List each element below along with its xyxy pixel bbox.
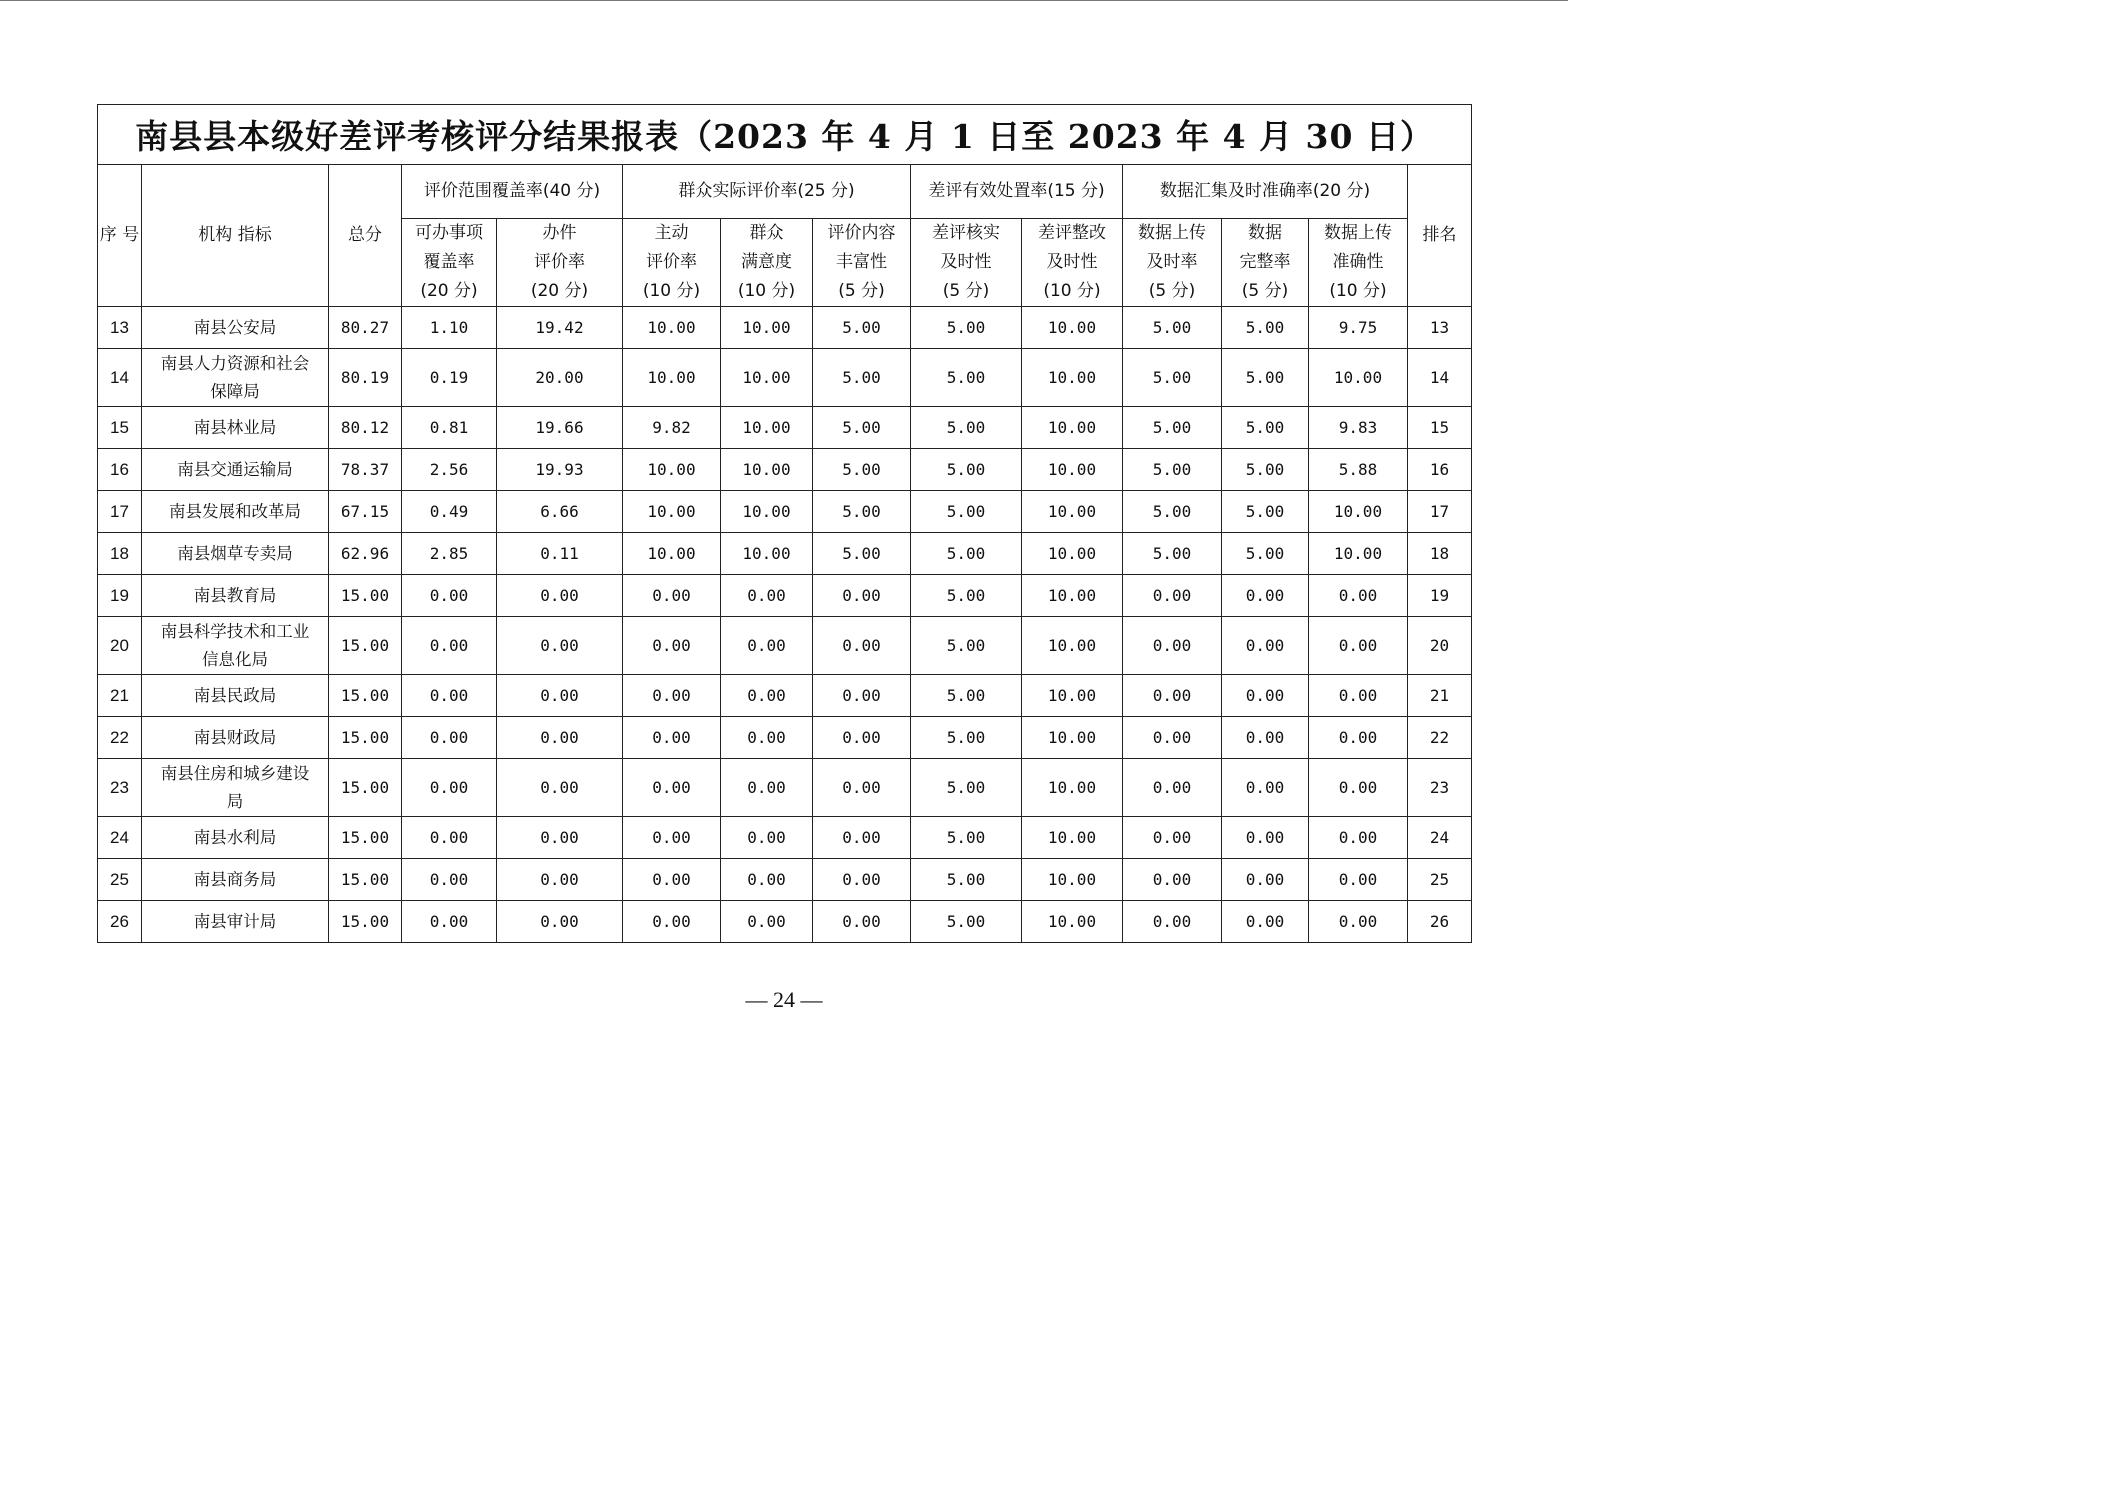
row-score: 10.00 — [721, 533, 813, 575]
table-row — [98, 491, 1472, 533]
row-score: 0.00 — [813, 675, 911, 717]
row-score: 0.00 — [1309, 817, 1408, 859]
row-rank: 24 — [1408, 817, 1472, 859]
row-score: 5.00 — [911, 817, 1022, 859]
row-org-name — [142, 307, 329, 349]
row-score: 19.93 — [497, 449, 623, 491]
row-total: 80.12 — [329, 407, 402, 449]
row-score: 0.00 — [1123, 901, 1222, 943]
row-score: 0.00 — [721, 717, 813, 759]
row-score: 10.00 — [1022, 491, 1123, 533]
row-org-name — [142, 675, 329, 717]
sub-header-line: 及时率 — [1146, 252, 1198, 272]
row-score: 10.00 — [1022, 859, 1123, 901]
row-rank: 19 — [1408, 575, 1472, 617]
row-score: 0.00 — [497, 859, 623, 901]
row-score: 5.00 — [813, 349, 911, 407]
row-score: 0.00 — [497, 901, 623, 943]
row-rank: 16 — [1408, 449, 1472, 491]
row-rank: 18 — [1408, 533, 1472, 575]
row-score: 10.00 — [1309, 533, 1408, 575]
sub-header-line: (20 分) — [420, 281, 478, 301]
row-total: 15.00 — [329, 817, 402, 859]
row-rank: 14 — [1408, 349, 1472, 407]
row-score: 0.00 — [1222, 675, 1309, 717]
header-total: 总分 — [329, 165, 402, 307]
row-total: 67.15 — [329, 491, 402, 533]
row-rank: 20 — [1408, 617, 1472, 675]
row-total: 15.00 — [329, 759, 402, 817]
sub-header-line: (10 分) — [642, 281, 701, 301]
row-score: 0.00 — [623, 759, 721, 817]
row-score: 10.00 — [721, 449, 813, 491]
row-score: 5.00 — [813, 307, 911, 349]
row-score: 10.00 — [1022, 617, 1123, 675]
row-score: 1.10 — [402, 307, 497, 349]
org-name-line: 南县科学技术和工业 — [160, 621, 310, 641]
row-score: 5.00 — [1123, 491, 1222, 533]
table-row — [98, 449, 1472, 491]
page-top-edge — [0, 0, 1568, 1]
sub-header-line: 主动 — [654, 223, 689, 243]
sub-header-line: (5 分) — [838, 281, 885, 301]
row-score: 0.00 — [1222, 859, 1309, 901]
row-org-name — [142, 407, 329, 449]
row-score: 10.00 — [1309, 349, 1408, 407]
row-score: 0.00 — [721, 617, 813, 675]
org-name-line: 南县交通运输局 — [177, 459, 293, 479]
table-row — [98, 901, 1472, 943]
sub-header-cell — [623, 219, 721, 307]
row-score: 0.00 — [813, 901, 911, 943]
row-score: 10.00 — [623, 307, 721, 349]
row-org-name — [142, 349, 329, 407]
row-seq: 21 — [98, 675, 142, 717]
row-rank: 26 — [1408, 901, 1472, 943]
row-score: 10.00 — [721, 349, 813, 407]
row-total: 80.19 — [329, 349, 402, 407]
org-name-line: 南县财政局 — [193, 727, 277, 747]
row-score: 9.83 — [1309, 407, 1408, 449]
row-score: 19.42 — [497, 307, 623, 349]
row-score: 0.00 — [623, 617, 721, 675]
row-score: 0.00 — [1222, 617, 1309, 675]
row-total: 78.37 — [329, 449, 402, 491]
sub-header-line: (20 分) — [530, 281, 589, 301]
row-score: 0.00 — [1309, 717, 1408, 759]
row-seq: 15 — [98, 407, 142, 449]
row-seq: 14 — [98, 349, 142, 407]
row-score: 5.00 — [911, 717, 1022, 759]
sub-header-cell — [1123, 219, 1222, 307]
sub-header-cell — [402, 219, 497, 307]
sub-header-line: 差评核实 — [932, 223, 1000, 243]
table-row — [98, 533, 1472, 575]
row-score: 10.00 — [1022, 307, 1123, 349]
sub-header-line: 群众 — [749, 223, 784, 243]
row-score: 10.00 — [1022, 759, 1123, 817]
sub-header-line: 覆盖率 — [423, 252, 475, 272]
sub-header-cell — [911, 219, 1022, 307]
row-score: 0.00 — [813, 859, 911, 901]
header-seq-line: 序 — [99, 225, 117, 245]
row-score: 5.00 — [1222, 491, 1309, 533]
header-group-data: 数据汇集及时准确率(20 分) — [1123, 165, 1408, 219]
row-rank: 25 — [1408, 859, 1472, 901]
row-score: 0.00 — [623, 859, 721, 901]
row-score: 10.00 — [1022, 901, 1123, 943]
row-score: 0.00 — [402, 717, 497, 759]
row-score: 10.00 — [623, 449, 721, 491]
org-name-line: 南县教育局 — [193, 585, 277, 605]
row-score: 0.49 — [402, 491, 497, 533]
row-score: 5.00 — [911, 617, 1022, 675]
row-score: 5.00 — [911, 349, 1022, 407]
row-score: 0.00 — [1309, 617, 1408, 675]
row-score: 20.00 — [497, 349, 623, 407]
row-score: 0.00 — [1309, 759, 1408, 817]
row-score: 0.00 — [497, 717, 623, 759]
row-score: 0.00 — [402, 859, 497, 901]
table-row — [98, 617, 1472, 675]
row-score: 0.00 — [721, 759, 813, 817]
row-score: 0.00 — [721, 675, 813, 717]
row-score: 10.00 — [1022, 817, 1123, 859]
row-org-name — [142, 759, 329, 817]
sub-header-line: 数据上传 — [1324, 223, 1392, 243]
row-score: 0.00 — [721, 817, 813, 859]
header-seq-line: 号 — [122, 225, 140, 245]
row-score: 0.00 — [1309, 575, 1408, 617]
row-score: 0.00 — [402, 675, 497, 717]
row-seq: 22 — [98, 717, 142, 759]
row-score: 0.00 — [623, 717, 721, 759]
sub-header-line: (10 分) — [1329, 281, 1387, 301]
org-name-line: 南县住房和城乡建设 — [160, 763, 310, 783]
org-name-line: 保障局 — [210, 381, 260, 401]
org-name-line: 局 — [226, 791, 244, 811]
row-score: 5.00 — [911, 575, 1022, 617]
row-score: 0.00 — [1123, 717, 1222, 759]
row-score: 0.00 — [1123, 859, 1222, 901]
row-score: 5.88 — [1309, 449, 1408, 491]
row-rank: 15 — [1408, 407, 1472, 449]
org-name-line: 南县水利局 — [193, 827, 277, 847]
row-score: 5.00 — [813, 449, 911, 491]
row-seq: 20 — [98, 617, 142, 675]
row-score: 0.00 — [1309, 901, 1408, 943]
report-title: 南县县本级好差评考核评分结果报表（2023 年 4 月 1 日至 2023 年 4 月 30 日） — [98, 105, 1472, 165]
org-name-line: 南县发展和改革局 — [169, 501, 301, 521]
org-name-line: 南县林业局 — [193, 417, 277, 437]
sub-header-line: 丰富性 — [836, 252, 887, 272]
row-seq: 25 — [98, 859, 142, 901]
row-org-name — [142, 575, 329, 617]
table-row — [98, 349, 1472, 407]
table-row — [98, 307, 1472, 349]
org-name-line: 南县公安局 — [193, 317, 277, 337]
org-name-line: 南县民政局 — [193, 685, 277, 705]
row-seq: 18 — [98, 533, 142, 575]
row-score: 5.00 — [911, 675, 1022, 717]
sub-header-line: 评价率 — [646, 252, 697, 272]
sub-header-line: (10 分) — [737, 281, 796, 301]
row-score: 5.00 — [1123, 449, 1222, 491]
row-score: 5.00 — [911, 449, 1022, 491]
sub-header-line: 评价内容 — [827, 223, 896, 243]
row-score: 5.00 — [911, 407, 1022, 449]
header-rank: 排名 — [1408, 165, 1472, 307]
sub-header-cell — [1222, 219, 1309, 307]
row-score: 0.00 — [1309, 859, 1408, 901]
row-score: 10.00 — [623, 491, 721, 533]
table-row — [98, 407, 1472, 449]
row-score: 10.00 — [721, 407, 813, 449]
row-org-name — [142, 717, 329, 759]
row-score: 0.00 — [1222, 901, 1309, 943]
row-score: 0.81 — [402, 407, 497, 449]
row-score: 0.00 — [1123, 817, 1222, 859]
row-score: 19.66 — [497, 407, 623, 449]
row-score: 10.00 — [721, 491, 813, 533]
row-score: 5.00 — [1123, 533, 1222, 575]
header-group-evaluation: 群众实际评价率(25 分) — [623, 165, 911, 219]
row-score: 5.00 — [911, 901, 1022, 943]
row-score: 10.00 — [1022, 407, 1123, 449]
row-org-name — [142, 817, 329, 859]
row-score: 0.00 — [497, 817, 623, 859]
row-score: 0.00 — [1123, 675, 1222, 717]
row-score: 0.00 — [402, 617, 497, 675]
row-score: 10.00 — [1022, 575, 1123, 617]
row-score: 0.00 — [1222, 817, 1309, 859]
row-score: 5.00 — [911, 859, 1022, 901]
row-total: 15.00 — [329, 717, 402, 759]
row-score: 9.75 — [1309, 307, 1408, 349]
row-total: 15.00 — [329, 617, 402, 675]
sub-header-line: 完整率 — [1239, 252, 1291, 272]
row-score: 10.00 — [623, 349, 721, 407]
sub-header-line: 办件 — [542, 223, 577, 243]
sub-header-line: 准确性 — [1332, 252, 1384, 272]
org-name-line: 南县人力资源和社会 — [160, 353, 310, 373]
sub-header-line: 数据 — [1248, 223, 1282, 243]
row-score: 0.00 — [1309, 675, 1408, 717]
row-score: 0.00 — [402, 901, 497, 943]
row-rank: 23 — [1408, 759, 1472, 817]
row-seq: 24 — [98, 817, 142, 859]
row-org-name — [142, 859, 329, 901]
row-score: 0.00 — [721, 575, 813, 617]
table-row — [98, 575, 1472, 617]
sub-header-cell — [1022, 219, 1123, 307]
org-name-line: 南县商务局 — [193, 869, 277, 889]
row-rank: 22 — [1408, 717, 1472, 759]
row-org-name — [142, 901, 329, 943]
table-row — [98, 859, 1472, 901]
row-score: 10.00 — [1022, 349, 1123, 407]
row-seq: 13 — [98, 307, 142, 349]
table-row — [98, 817, 1472, 859]
sub-header-line: 评价率 — [534, 252, 585, 272]
row-score: 0.00 — [497, 675, 623, 717]
row-total: 15.00 — [329, 575, 402, 617]
row-total: 15.00 — [329, 901, 402, 943]
row-score: 0.00 — [1123, 617, 1222, 675]
row-score: 6.66 — [497, 491, 623, 533]
row-score: 10.00 — [1022, 675, 1123, 717]
row-score: 0.00 — [402, 759, 497, 817]
header-org-line: 指标 — [237, 225, 272, 245]
sub-header-line: (5 分) — [1241, 281, 1289, 301]
header-group-disposal: 差评有效处置率(15 分) — [911, 165, 1123, 219]
row-score: 5.00 — [1123, 349, 1222, 407]
row-seq: 26 — [98, 901, 142, 943]
row-score: 5.00 — [1222, 533, 1309, 575]
row-score: 5.00 — [911, 307, 1022, 349]
row-score: 5.00 — [1222, 407, 1309, 449]
row-score: 10.00 — [1022, 449, 1123, 491]
row-score: 5.00 — [911, 491, 1022, 533]
sub-header-line: 差评整改 — [1038, 223, 1106, 243]
row-score: 5.00 — [911, 533, 1022, 575]
sub-header-cell — [813, 219, 911, 307]
row-score: 10.00 — [623, 533, 721, 575]
row-total: 62.96 — [329, 533, 402, 575]
row-score: 0.00 — [813, 759, 911, 817]
row-score: 0.19 — [402, 349, 497, 407]
row-score: 0.00 — [623, 575, 721, 617]
row-rank: 21 — [1408, 675, 1472, 717]
sub-header-cell — [721, 219, 813, 307]
row-score: 5.00 — [1123, 407, 1222, 449]
row-seq: 23 — [98, 759, 142, 817]
table-body — [98, 307, 1472, 943]
sub-header-cell — [497, 219, 623, 307]
row-score: 5.00 — [1123, 307, 1222, 349]
sub-header-line: 可办事项 — [415, 223, 483, 243]
table-row — [98, 675, 1472, 717]
sub-header-line: (5 分) — [942, 281, 990, 301]
sub-header-line: 及时性 — [940, 252, 992, 272]
org-name-line: 南县烟草专卖局 — [177, 543, 293, 563]
row-score: 5.00 — [813, 533, 911, 575]
row-score: 0.00 — [497, 575, 623, 617]
row-seq: 19 — [98, 575, 142, 617]
table-row — [98, 717, 1472, 759]
row-score: 0.00 — [623, 817, 721, 859]
row-total: 15.00 — [329, 675, 402, 717]
row-score: 0.00 — [402, 575, 497, 617]
row-org-name — [142, 617, 329, 675]
row-score: 0.00 — [1123, 759, 1222, 817]
row-score: 0.00 — [721, 859, 813, 901]
row-score: 0.00 — [721, 901, 813, 943]
row-score: 0.00 — [813, 817, 911, 859]
row-score: 0.11 — [497, 533, 623, 575]
row-score: 10.00 — [1022, 717, 1123, 759]
row-score: 0.00 — [1222, 575, 1309, 617]
row-score: 0.00 — [497, 759, 623, 817]
table-row — [98, 759, 1472, 817]
header-group-coverage: 评价范围覆盖率(40 分) — [402, 165, 623, 219]
sub-header-line: 数据上传 — [1138, 223, 1206, 243]
row-score: 9.82 — [623, 407, 721, 449]
header-org — [142, 165, 329, 307]
row-rank: 17 — [1408, 491, 1472, 533]
row-score: 10.00 — [1309, 491, 1408, 533]
score-report-table — [97, 104, 1472, 943]
sub-header-cell — [1309, 219, 1408, 307]
row-total: 80.27 — [329, 307, 402, 349]
row-score: 0.00 — [623, 675, 721, 717]
row-score: 0.00 — [623, 901, 721, 943]
org-name-line: 信息化局 — [202, 649, 268, 669]
row-score: 5.00 — [813, 491, 911, 533]
sub-header-line: (10 分) — [1043, 281, 1101, 301]
row-org-name — [142, 491, 329, 533]
row-score: 0.00 — [1222, 717, 1309, 759]
row-score: 2.56 — [402, 449, 497, 491]
sub-header-line: 及时性 — [1046, 252, 1098, 272]
row-score: 0.00 — [402, 817, 497, 859]
row-score: 5.00 — [1222, 449, 1309, 491]
sub-header-line: 满意度 — [741, 252, 792, 272]
header-org-line: 机构 — [198, 225, 233, 245]
row-score: 0.00 — [813, 717, 911, 759]
row-score: 10.00 — [721, 307, 813, 349]
row-score: 0.00 — [1222, 759, 1309, 817]
row-score: 0.00 — [1123, 575, 1222, 617]
row-org-name — [142, 449, 329, 491]
row-score: 0.00 — [497, 617, 623, 675]
page-number: — 24 — — [745, 987, 823, 1012]
row-score: 2.85 — [402, 533, 497, 575]
org-name-line: 南县审计局 — [193, 911, 277, 931]
header-seq — [98, 165, 142, 307]
row-score: 5.00 — [911, 759, 1022, 817]
row-total: 15.00 — [329, 859, 402, 901]
row-score: 0.00 — [813, 617, 911, 675]
row-score: 5.00 — [1222, 349, 1309, 407]
row-score: 0.00 — [813, 575, 911, 617]
row-seq: 17 — [98, 491, 142, 533]
sub-header-line: (5 分) — [1148, 281, 1196, 301]
row-rank: 13 — [1408, 307, 1472, 349]
row-org-name — [142, 533, 329, 575]
row-score: 5.00 — [1222, 307, 1309, 349]
row-score: 10.00 — [1022, 533, 1123, 575]
row-score: 5.00 — [813, 407, 911, 449]
row-seq: 16 — [98, 449, 142, 491]
